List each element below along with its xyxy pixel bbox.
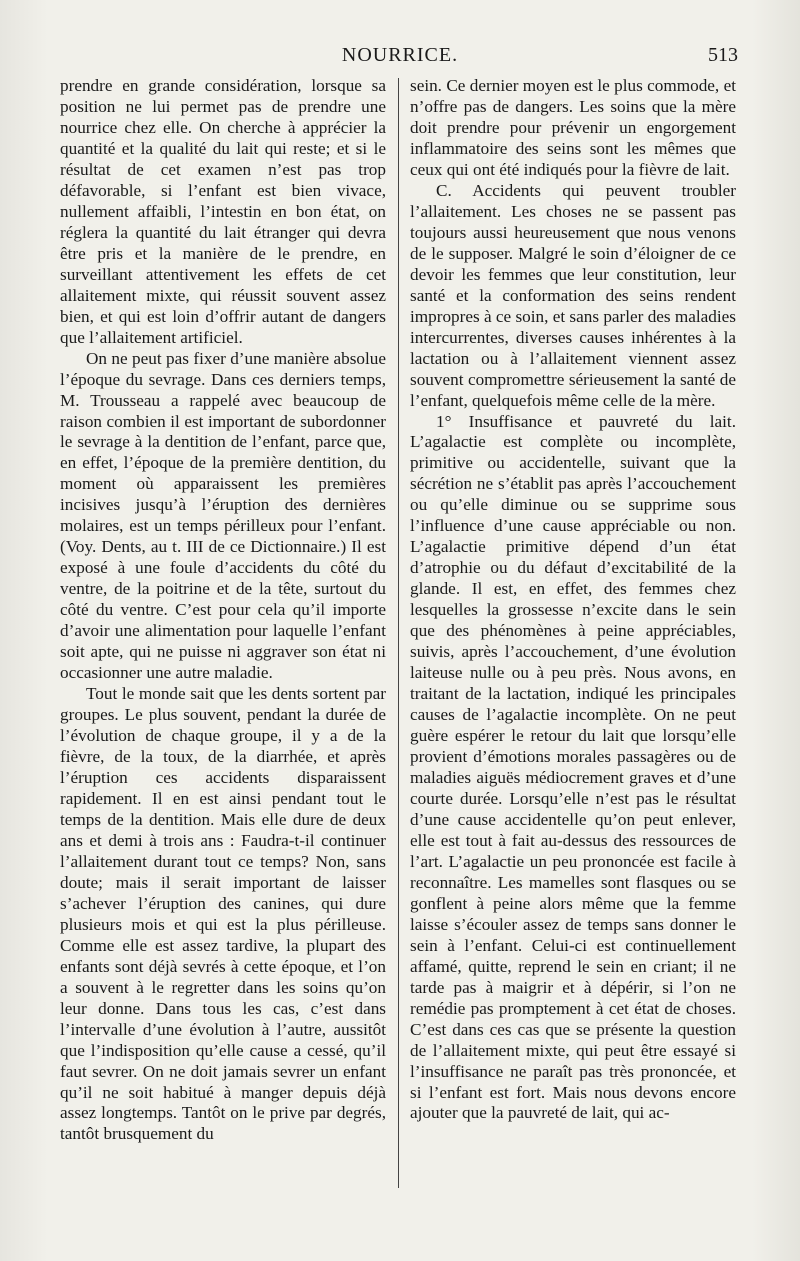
column-divider — [398, 78, 399, 1188]
left-column — [60, 76, 386, 1145]
paragraph: On ne peut pas fixer d’une manière absolue l’époque du sevrage. Dans ces derniers temps, M. Trousseau a rappelé avec beaucoup de raison combien il est important de subordonner le sevrage à la dentition de l’enfant, parce que, en effet, l’époque de la première dentition, du moment où apparaissent les premières incisives jusqu’à l’éruption des dernières molaires, est un temps périlleux pour l’enfant. (Voy. Dents, au t. III de ce Dictionnaire.) Il est exposé à une foule d’accidents du côté du ventre, de la poitrine et de la tête, surtout du côté du ventre. C’est pour cela qu’il importe d’avoir une alimentation pour laquelle l’enfant soit apte, qui ne puisse ni aggraver son état ni occasionner une autre maladie. — [60, 348, 386, 683]
paragraph: 1° Insuffisance et pauvreté du lait. L’agalactie est complète ou incomplète, primitive ou accidentelle, suivant que la sécrétion ne s’établit pas après l’accouchement ou qu’elle diminue ou se supprime sous l’influence d’une cause appréciable ou non. L’agalactie primitive dépend d’un état d’atrophie ou du défaut d’excitabilité de la glande. Il est, en effet, des femmes chez lesquelles la grossesse n’excite dans le sein que des phénomènes à peine appréciables, suivis, après l’accouchement, d’une évolution laiteuse nulle ou à peu près. Nous avons, en traitant de la lactation, indiqué les principales causes de l’agalactie incomplète. On ne peut guère espérer le retour du lait que lorsqu’elle provient d’émotions morales passagères ou de maladies aiguës médiocrement graves et d’une courte durée. Lorsqu’elle n’est pas le résultat d’une cause accidentelle qu’on peut enlever, elle est tout à fait au-dessus des ressources de l’art. L’agalactie un peu prononcée est facile à reconnaître. Les mamelles sont flasques ou se gonflent à peine alors même que la femme laisse s’écouler assez de temps sans donner le sein à l’enfant. Celui-ci est continuellement affamé, quitte, reprend le sein en criant; il ne tarde pas à maigrir et à dépérir, si l’on ne remédie pas promptement à cet état de choses. C’est dans ces cas que se présente la question de l’allaitement mixte, qui peut être essayé si l’insuffisance ne paraît pas très prononcée, et si l’enfant est fort. Mais nous devons encore ajouter que la pauvreté de lait, qui ac- — [410, 411, 736, 1123]
page-header — [60, 44, 740, 74]
paragraph: C. Accidents qui peuvent troubler l’allaitement. Les choses ne se passent pas toujours aussi heureusement que nous venons de le supposer. Malgré le soin d’éloigner de ce devoir les femmes que leur constitution, leur santé et la conformation des seins rendent impropres à ce soin, et sans parler des maladies intercurrentes, diverses causes inhérentes à la lactation ou à l’allaitement viennent assez souvent compromettre sérieusement la santé de l’enfant, quelquefois même celle de la mère. — [410, 180, 736, 410]
paragraph: Tout le monde sait que les dents sortent par groupes. Le plus souvent, pendant la durée de l’évolution de chaque groupe, il y a de la fièvre, de la toux, de la diarrhée, et après l’éruption ces accidents disparaissent rapidement. Il en est ainsi pendant tout le temps de la dentition. Mais elle dure de deux ans et demi à trois ans : Faudra-t-il continuer l’allaitement durant tout ce temps? Non, sans doute; mais il serait important de laisser s’achever l’éruption des canines, qui dure plusieurs mois et qui est la plus périlleuse. Comme elle est assez tardive, la plupart des enfants sont déjà sevrés à cette époque, et l’on a souvent à le regretter dans les soins qu’on leur donne. Dans tous les cas, c’est dans l’intervalle d’une évolution à l’autre, aussitôt que l’indisposition qu’elle cause a cessé, qu’il faut sevrer. On ne doit jamais sevrer un enfant qu’il ne soit habitué à manger depuis déjà assez longtemps. Tantôt on le prive par degrés, tantôt brusquement du — [60, 684, 386, 1144]
right-column — [410, 76, 736, 1124]
running-head: NOURRICE. — [341, 44, 459, 66]
paragraph: prendre en grande considération, lorsque sa position ne lui permet pas de prendre une nourrice chez elle. On cherche à apprécier la quantité et la qualité du lait qui reste; et si le résultat de cet examen n’est pas trop défavorable, si l’enfant est bien vivace, nullement affaibli, l’intestin en bon état, on réglera la quantité du lait étranger qui devra être pris et la manière de le prendre, en surveillant attentivement les effets de cet allaitement mixte, qui réussit souvent assez bien, et qui est loin d’offrir autant de dangers que l’allaitement artificiel. — [60, 76, 386, 347]
paragraph: sein. Ce dernier moyen est le plus commode, et n’offre pas de dangers. Les soins que la mère doit prendre pour prévenir un engorgement inflammatoire des seins sont les mêmes que ceux qui ont été indiqués pour la fièvre de lait. — [410, 76, 736, 179]
page-number: 513 — [708, 44, 738, 66]
